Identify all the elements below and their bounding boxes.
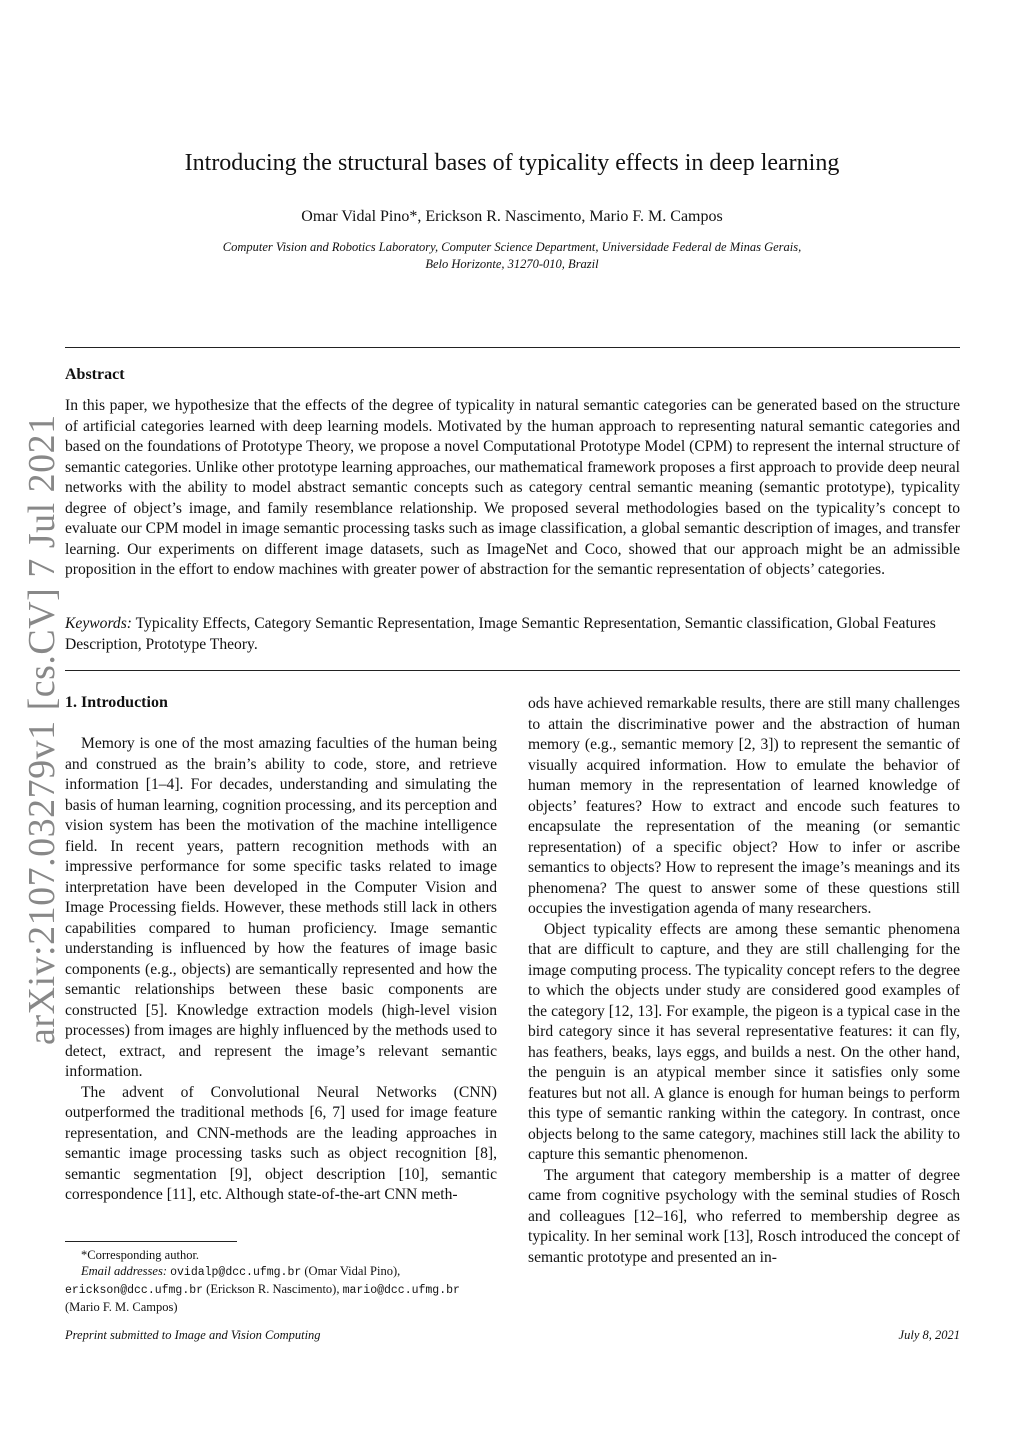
email-owner: (Mario F. M. Campos) xyxy=(65,1300,178,1314)
paragraph: Object typicality effects are among these semantic phenomena that are difficult to capture, and they are still challenging for the image computing process. The typicality concept refers to the degree to which the objects under study are considered good examples of the category [12, 13]. For example, the pigeon is a typical case in the bird category since it has several representative features: it can fly, has feathers, beaks, lays eggs, and builds a nest. On the other hand, the penguin is an atypical member since it satisfies only some features but not all. A glance is enough for human beings to perform this type of semantic ranking within the category. In contrast, once objects belong to the same category, machines still lack the ability to capture this semantic phenomenon. xyxy=(528,920,960,1163)
paragraph: The advent of Convolutional Neural Networks (CNN) outperformed the traditional methods [6, 7] used for image feature representation, and CNN-methods are the leading approaches in semantic image processing tasks such as object recognition [8], semantic segmentation [9], object description [10], semantic correspondence [11], etc. Although state-of-the-art CNN meth- xyxy=(65,1083,497,1203)
footnote-rule xyxy=(65,1241,237,1242)
affiliation-line-2: Belo Horizonte, 31270-010, Brazil xyxy=(425,257,599,271)
affiliation-line-1: Computer Vision and Robotics Laboratory, Computer Science Department, Universidade Federal de Minas Gerais, xyxy=(222,240,802,254)
paragraph: The argument that category membership is a matter of degree came from cognitive psychology with the seminal studies of Rosch and colleagues [12–16], who referred to membership degree as typicality. In her seminal work [13], Rosch introduced the concept of semantic prototype and presented an in- xyxy=(528,1166,960,1266)
email-owner: (Erickson R. Nascimento), xyxy=(206,1282,340,1296)
keywords-label: Keywords: xyxy=(65,615,132,632)
footnote-corresponding: *Corresponding author. xyxy=(81,1248,200,1262)
section-heading: 1. Introduction xyxy=(65,694,168,711)
left-column xyxy=(65,734,497,1206)
abstract-heading: Abstract xyxy=(65,366,125,383)
paragraph: Memory is one of the most amazing faculties of the human being and construed as the brain’s ability to code, store, and retrieve information [1–4]. For decades, understanding and simulating the basis of human learning, cognition processing, and its perception and vision system has been the motivation of the machine intelligence field. In recent years, pattern recognition methods with an impressive performance for some specific tasks related to image interpretation have been developed in the Computer Vision and Image Processing fields. However, these methods still lack in others capabilities compared to human proficiency. Image semantic understanding is influenced by how the features of image basic components (e.g., objects) are semantically represented and how the semantic relationships between these basic components are constructed [5]. Knowledge extraction models (high-level vision processes) from images are highly influenced by the methods used to detect, extract, and represent the image’s relevant semantic information. xyxy=(65,735,497,1080)
footnote xyxy=(65,1247,505,1315)
authors: Omar Vidal Pino*, Erickson R. Nascimento, Mario F. M. Campos xyxy=(301,208,723,225)
top-rule xyxy=(65,347,960,348)
email-label: Email addresses: xyxy=(81,1264,167,1278)
abstract-text: In this paper, we hypothesize that the effects of the degree of typicality in natural semantic categories can be generated based on the structure of artificial categories learned with deep learning models. Motivated by the human approach to representing natural semantic categories and based on the foundations of Prototype Theory, we propose a novel Computational Prototype Model (CPM) to represent the internal structure of semantic categories. Unlike other prototype learning approaches, our mathematical framework proposes a first approach to provide deep neural networks with the ability to model abstract semantic concepts such as category central semantic meaning (semantic prototype), typicality degree of object’s image, and family resemblance relationship. We proposed several methodologies based on the typicality’s concept to evaluate our CPM model in image semantic processing tasks such as image classification, a global semantic description of images, and transfer learning. Our experiments on different image datasets, such as ImageNet and Coco, showed that our approach might be an admissible proposition in the effort to endow machines with greater power of abstraction for the semantic representation of objects’ categories. xyxy=(65,397,960,578)
bottom-rule xyxy=(65,670,960,671)
footnote-emails-cont xyxy=(65,1281,505,1299)
footer-date: July 8, 2021 xyxy=(898,1328,960,1342)
footer-preprint: Preprint submitted to Image and Vision Computing xyxy=(65,1328,321,1342)
footnote-emails xyxy=(65,1263,505,1281)
email-owner: (Omar Vidal Pino), xyxy=(304,1264,401,1278)
paper-title: Introducing the structural bases of typicality effects in deep learning xyxy=(184,150,840,176)
email-link[interactable]: mario@dcc.ufmg.br xyxy=(342,1284,460,1297)
right-column xyxy=(528,694,960,1268)
keywords xyxy=(65,614,960,655)
arxiv-stamp: arXiv:2107.03279v1 [cs.CV] 7 Jul 2021 xyxy=(21,414,63,1045)
email-link[interactable]: ovidalp@dcc.ufmg.br xyxy=(170,1266,302,1279)
email-link[interactable]: erickson@dcc.ufmg.br xyxy=(65,1284,204,1297)
keywords-text: Typicality Effects, Category Semantic Representation, Image Semantic Representation, Semantic classification, Global Features Description, Prototype Theory. xyxy=(65,615,936,653)
paragraph: ods have achieved remarkable results, there are still many challenges to attain the discriminative power and the abstraction of human memory (e.g., semantic memory [2, 3]) to represent the semantic of visually acquired information. How to emulate the behavior of human memory in the representation of learned knowledge of objects’ features? How to extract and encode such features to encapsulate the representation of the meaning (or semantic representation) of a specific object? How to infer or ascribe semantics to objects? How to represent the image’s meanings and its phenomena? The quest to answer some of these questions still occupies the investigation agenda of many researchers. xyxy=(528,695,960,917)
